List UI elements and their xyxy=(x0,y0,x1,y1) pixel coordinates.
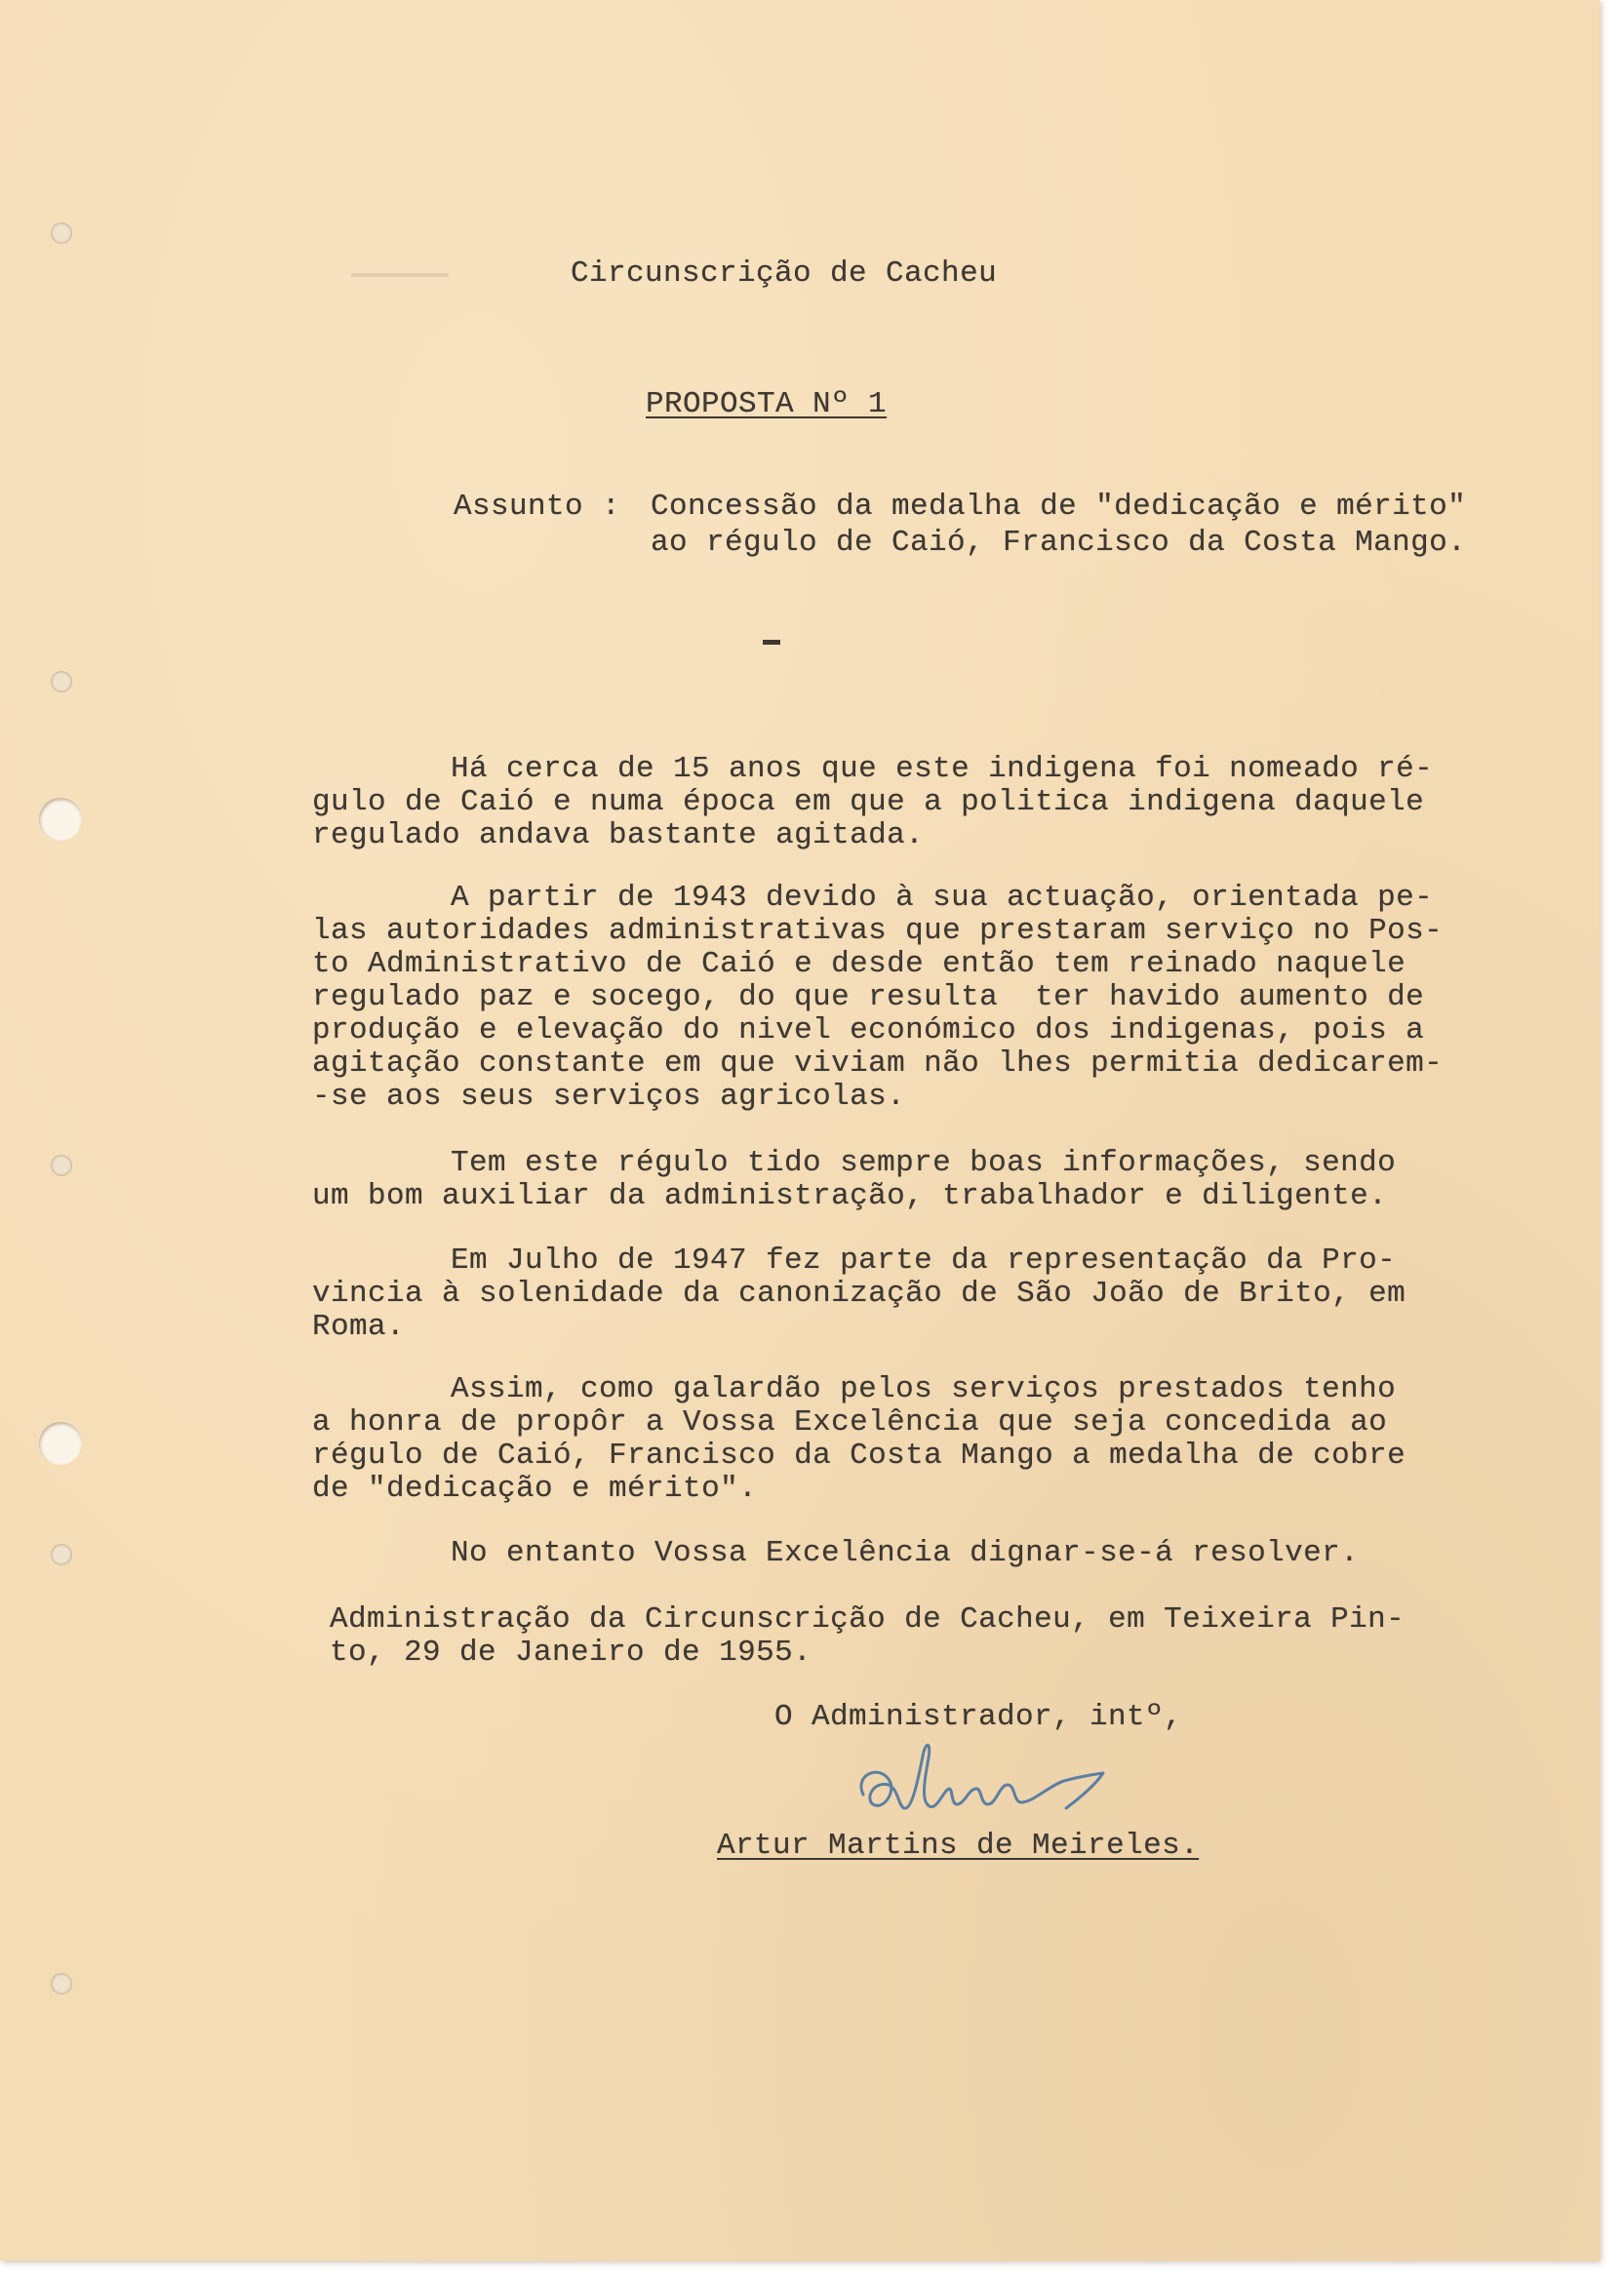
paragraph-2-line-7: -se aos seus serviços agricolas. xyxy=(312,1080,906,1114)
paragraph-5-line-3: régulo de Caió, Francisco da Costa Mango a medalha de cobre xyxy=(312,1439,1406,1473)
subject-line-1: Concessão da medalha de "dedicação e mérito" xyxy=(651,490,1467,524)
paragraph-6-line-1: No entanto Vossa Excelência dignar-se-á resolver. xyxy=(451,1536,1360,1570)
paragraph-5-line-2: a honra de propôr a Vossa Excelência que seja concedida ao xyxy=(312,1405,1388,1440)
paragraph-2-line-1: A partir de 1943 devido à sua actuação, orientada pe- xyxy=(451,881,1434,915)
separator-dash xyxy=(763,640,780,645)
pin-mark xyxy=(51,1544,72,1565)
subject-label: Assunto : xyxy=(454,490,621,524)
paragraph-3-line-1: Tem este régulo tido sempre boas informações, sendo xyxy=(451,1146,1397,1180)
paragraph-2-line-3: to Administrativo de Caió e desde então tem reinado naquele xyxy=(312,947,1406,981)
paragraph-2-line-2: las autoridades administrativas que prestaram serviço no Pos- xyxy=(312,914,1444,948)
handwritten-signature xyxy=(834,1734,1136,1841)
closing-line-2: to, 29 de Janeiro de 1955. xyxy=(330,1636,812,1670)
paragraph-4-line-1: Em Julho de 1947 fez parte da representação da Pro- xyxy=(451,1244,1397,1278)
document-heading: Circunscrição de Cacheu xyxy=(571,257,998,291)
proposal-title: PROPOSTA Nº 1 xyxy=(646,387,888,421)
pin-mark xyxy=(51,671,72,692)
punch-hole-bottom xyxy=(39,1422,82,1465)
signatory-role: O Administrador, intº, xyxy=(774,1700,1183,1734)
faint-stamp-mark xyxy=(351,273,449,277)
pin-mark xyxy=(51,1155,72,1176)
paragraph-2-line-4: regulado paz e socego, do que resulta ter havido aumento de xyxy=(312,980,1425,1014)
signatory-name: Artur Martins de Meireles. xyxy=(717,1829,1200,1863)
punch-hole-top xyxy=(39,798,82,841)
paragraph-2-line-5: produção e elevação do nivel económico dos indigenas, pois a xyxy=(312,1013,1425,1047)
paragraph-4-line-2: vincia à solenidade da canonização de São João de Brito, em xyxy=(312,1277,1406,1311)
paragraph-4-line-3: Roma. xyxy=(312,1310,406,1344)
paragraph-2-line-6: agitação constante em que viviam não lhes permitia dedicarem- xyxy=(312,1046,1444,1081)
pin-mark xyxy=(51,222,72,244)
paragraph-5-line-4: de "dedicação e mérito". xyxy=(312,1472,758,1506)
closing-line-1: Administração da Circunscrição de Cacheu, em Teixeira Pin- xyxy=(330,1602,1406,1637)
paragraph-5-line-1: Assim, como galardão pelos serviços prestados tenho xyxy=(451,1372,1397,1406)
paragraph-1-line-3: regulado andava bastante agitada. xyxy=(312,818,925,852)
paragraph-3-line-2: um bom auxiliar da administração, trabalhador e diligente. xyxy=(312,1179,1388,1213)
subject-line-2: ao régulo de Caió, Francisco da Costa Mango. xyxy=(651,526,1467,560)
paragraph-1-line-1: Há cerca de 15 anos que este indigena foi nomeado ré- xyxy=(451,752,1434,786)
paragraph-1-line-2: gulo de Caió e numa época em que a politica indigena daquele xyxy=(312,785,1425,819)
pin-mark xyxy=(51,1973,72,1994)
